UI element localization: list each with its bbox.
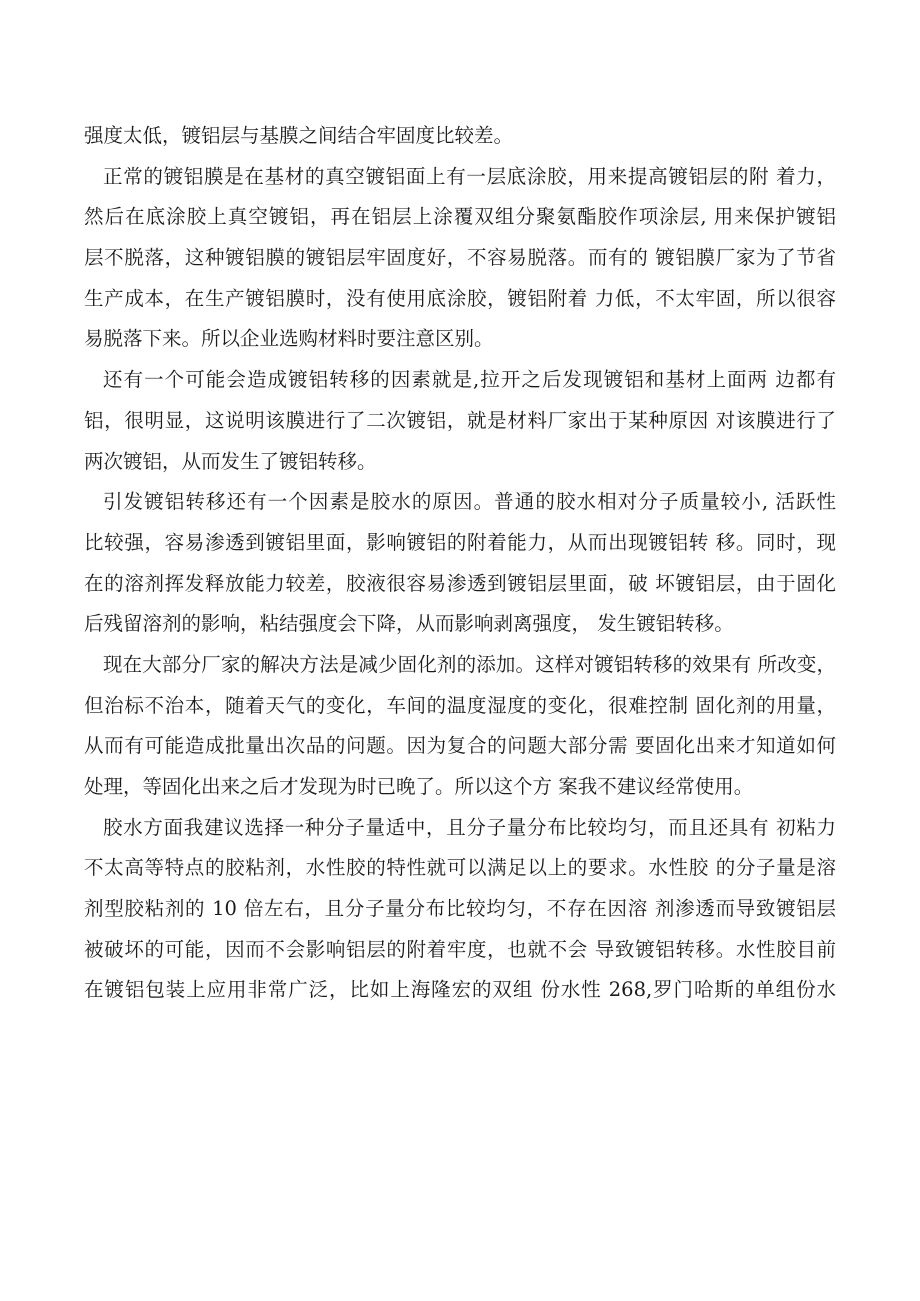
text-line: 从而有可能造成批量出次品的问题。因为复合的问题大部分需 要固化出来才知道如何 — [84, 734, 836, 758]
text-line: 还有一个可能会造成镀铝转移的因素就是,拉开之后发现镀铝和基材上面两 边都有 — [103, 368, 836, 392]
text-line: 被破坏的可能，因而不会影响铝层的附着牢度，也就不会 导致镀铝转移。水性胶目前 — [84, 937, 836, 961]
text-line: 然后在底涂胶上真空镀铝，再在铝层上涂覆双组分聚氨酯胶作项涂层, 用来保护镀铝 — [84, 205, 836, 229]
text-line: 剂型胶粘剂的 10 倍左右，且分子量分布比较均匀，不存在因溶 剂渗透而导致镀铝层 — [84, 897, 836, 921]
document-body — [84, 116, 836, 1011]
text-line: 易脱落下来。所以企业选购材料时要注意区别。 — [84, 327, 494, 351]
text-line: 生产成本，在生产镀铝膜时，没有使用底涂胶，镀铝附着 力低，不太牢固，所以很容 — [84, 286, 836, 310]
text-line: 现在大部分厂家的解决方法是减少固化剂的添加。这样对镀铝转移的效果有 所改变， — [103, 652, 836, 676]
text-line: 但治标不治本，随着天气的变化，车间的温度湿度的变化，很难控制 固化剂的用量， — [84, 693, 836, 717]
text-line: 正常的镀铝膜是在基材的真空镀铝面上有一层底涂胶，用来提高镀铝层的附 着力， — [103, 164, 836, 188]
text-line: 在镀铝包装上应用非常广泛，比如上海隆宏的双组 份水性 268,罗门哈斯的单组份水 — [84, 978, 836, 1002]
text-line: 两次镀铝，从而发生了镀铝转移。 — [84, 449, 377, 473]
text-line: 后残留溶剂的影响，粘结强度会下降，从而影响剥离强度， 发生镀铝转移。 — [84, 612, 734, 636]
text-line: 胶水方面我建议选择一种分子量适中，且分子量分布比较均匀，而且还具有 初粘力 — [103, 815, 836, 839]
text-line: 引发镀铝转移还有一个因素是胶水的原因。普通的胶水相对分子质量较小, 活跃性 — [103, 490, 836, 514]
text-line: 强度太低，镀铝层与基膜之间结合牢固度比较差。 — [84, 124, 514, 147]
text-line: 不太高等特点的胶粘剂，水性胶的特性就可以满足以上的要求。水性胶 的分子量是溶 — [84, 856, 836, 880]
text-line: 层不脱落，这种镀铝膜的镀铝层牢固度好，不容易脱落。而有的 镀铝膜厂家为了节省 — [84, 246, 836, 270]
text-line: 处理，等固化出来之后才发现为时已晚了。所以这个方 案我不建议经常使用。 — [84, 775, 754, 798]
text-line: 比较强，容易渗透到镀铝里面，影响镀铝的附着能力，从而出现镀铝转 移。同时，现 — [84, 530, 836, 554]
text-line: 铝，很明显，这说明该膜进行了二次镀铝，就是材料厂家出于某种原因 对该膜进行了 — [84, 408, 836, 432]
text-line: 在的溶剂挥发释放能力较差，胶液很容易渗透到镀铝层里面，破 坏镀铝层，由于固化 — [84, 571, 836, 595]
